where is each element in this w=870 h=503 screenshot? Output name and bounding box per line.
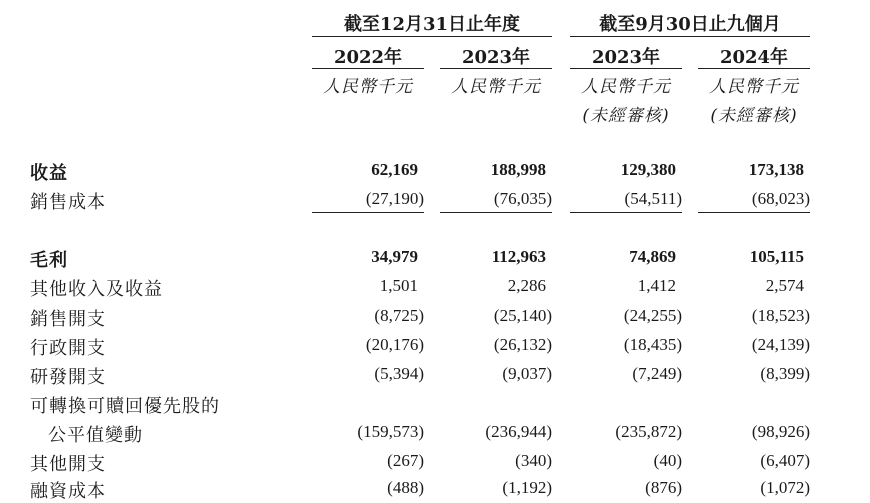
cell-rnd-expenses-4: (8,399) [760,364,810,383]
column-unit-3: 人民幣千元 [581,77,671,97]
period-header-nine-months-ended: 截至9月30日止九個月 [599,14,781,35]
column-unit-4: 人民幣千元 [709,77,799,97]
cell-rnd-expenses-2: (9,037) [502,364,552,383]
cell-finance-costs-1: (488) [387,478,424,497]
period-header-year-ended: 截至12月31日止年度 [343,14,521,35]
cell-selling-expenses-2: (25,140) [493,306,552,325]
cell-revenue-2: 188,998 [490,160,546,179]
cell-selling-expenses-4: (18,523) [751,306,810,325]
cell-admin-expenses-4: (24,139) [751,335,810,354]
year-rule-3 [570,68,682,69]
cell-gross-profit-3: 74,869 [629,247,676,266]
cell-other-expenses-3: (40) [653,451,682,470]
column-unit-2: 人民幣千元 [451,77,541,97]
year-rule-1 [312,68,424,69]
cell-admin-expenses-3: (18,435) [623,335,682,354]
subtotal-rule-2 [440,212,552,213]
column-note-4: (未經審核) [710,106,798,126]
subtotal-rule-1 [312,212,424,213]
cell-gross-profit-2: 112,963 [491,247,546,266]
row-label-finance-costs: 融資成本 [30,481,106,502]
subtotal-rule-3 [570,212,682,213]
column-year-3: 2023年 [591,47,661,68]
cell-selling-expenses-3: (24,255) [623,306,682,325]
cell-other-income-4: 2,574 [765,276,804,295]
cell-admin-expenses-2: (26,132) [493,335,552,354]
year-rule-2 [440,68,552,69]
cell-finance-costs-3: (876) [645,478,682,497]
column-unit-1: 人民幣千元 [323,77,413,97]
cell-other-expenses-1: (267) [387,451,424,470]
column-year-2: 2023年 [461,47,531,68]
row-label-fair-value-line2: 公平值變動 [48,425,143,446]
cell-gross-profit-4: 105,115 [749,247,804,266]
row-label-admin-expenses: 行政開支 [30,338,106,359]
cell-cost-of-sales-3: (54,511) [624,189,682,208]
cell-cost-of-sales-2: (76,035) [493,189,552,208]
cell-gross-profit-1: 34,979 [371,247,418,266]
year-rule-4 [698,68,810,69]
cell-revenue-1: 62,169 [371,160,418,179]
row-label-other-expenses: 其他開支 [30,454,106,475]
cell-cost-of-sales-4: (68,023) [751,189,810,208]
row-label-gross-profit: 毛利 [30,250,68,271]
cell-other-expenses-2: (340) [515,451,552,470]
subtotal-rule-4 [698,212,810,213]
row-label-cost-of-sales: 銷售成本 [30,192,106,213]
cell-other-income-2: 2,286 [507,276,546,295]
cell-admin-expenses-1: (20,176) [365,335,424,354]
cell-finance-costs-4: (1,072) [760,478,810,497]
row-label-other-income: 其他收入及收益 [30,279,163,300]
cell-finance-costs-2: (1,192) [502,478,552,497]
column-year-1: 2022年 [333,47,403,68]
row-label-rnd-expenses: 研發開支 [30,367,106,388]
row-label-fair-value-line1: 可轉換可贖回優先股的 [30,396,220,417]
cell-cost-of-sales-1: (27,190) [365,189,424,208]
cell-fair-value-1: (159,573) [357,422,424,441]
cell-other-income-1: 1,501 [379,276,418,295]
cell-revenue-3: 129,380 [620,160,676,179]
cell-fair-value-4: (98,926) [751,422,810,441]
cell-fair-value-2: (236,944) [485,422,552,441]
cell-selling-expenses-1: (8,725) [374,306,424,325]
cell-other-expenses-4: (6,407) [760,451,810,470]
cell-rnd-expenses-1: (5,394) [374,364,424,383]
cell-rnd-expenses-3: (7,249) [632,364,682,383]
column-note-3: (未經審核) [582,106,670,126]
column-year-4: 2024年 [719,47,789,68]
header-group-rule-year [312,36,552,37]
row-label-revenue: 收益 [30,163,68,184]
header-group-rule-nine-months [570,36,810,37]
row-label-selling-expenses: 銷售開支 [30,309,106,330]
cell-fair-value-3: (235,872) [615,422,682,441]
cell-revenue-4: 173,138 [748,160,804,179]
cell-other-income-3: 1,412 [637,276,676,295]
